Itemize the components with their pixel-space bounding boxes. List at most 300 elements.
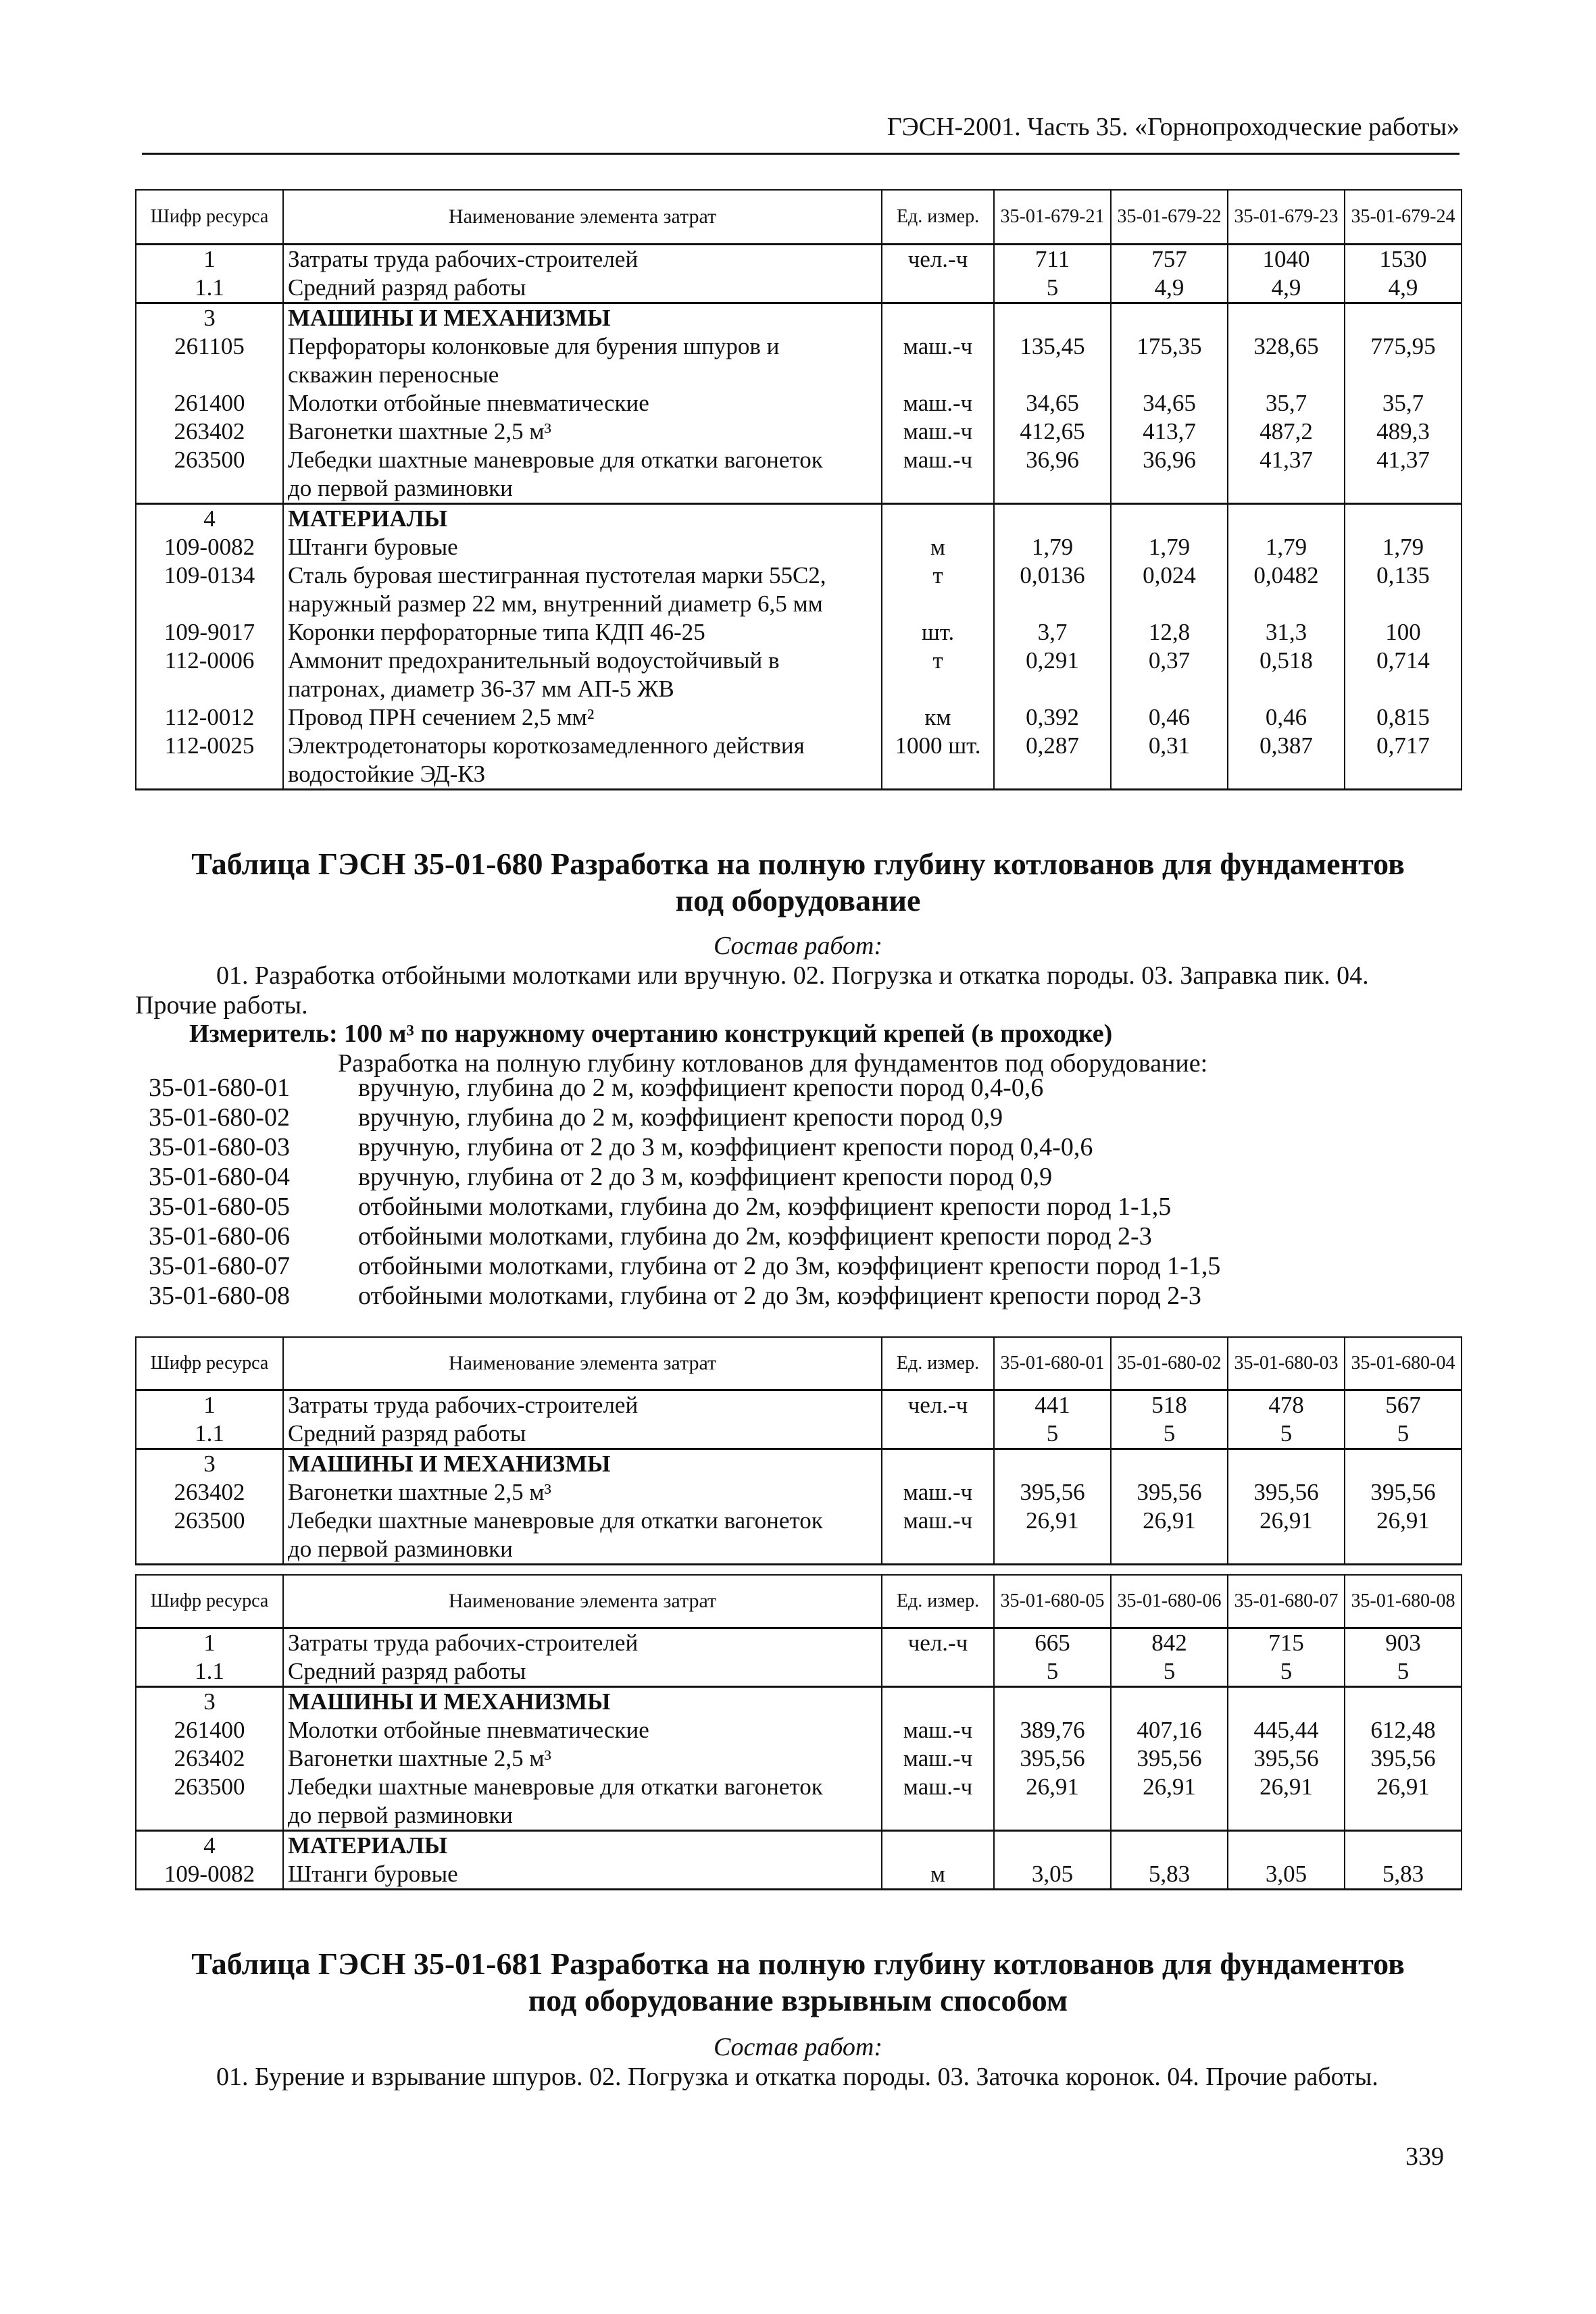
resource-value — [1111, 1535, 1228, 1565]
resource-value: 36,96 — [1111, 446, 1228, 474]
resource-value — [1111, 1801, 1228, 1831]
section-title-680 — [135, 846, 1461, 919]
resource-unit: чел.-ч — [882, 1628, 994, 1657]
resource-value: 711 — [994, 244, 1111, 274]
col-header-norm: 35-01-680-08 — [1345, 1575, 1462, 1628]
resource-unit — [882, 1419, 994, 1449]
resource-value — [1345, 303, 1462, 332]
resource-value: 0,717 — [1345, 732, 1462, 760]
resource-name: МАТЕРИАЛЫ — [283, 503, 882, 533]
resource-value: 413,7 — [1111, 418, 1228, 446]
resource-value — [1111, 303, 1228, 332]
resource-value: 5,83 — [1111, 1860, 1228, 1890]
resource-value: 487,2 — [1228, 418, 1345, 446]
col-header-norm: 35-01-680-01 — [994, 1337, 1111, 1390]
resource-value: 26,91 — [1228, 1773, 1345, 1801]
norm-code-item — [149, 1222, 1220, 1251]
resource-name: Сталь буровая шестигранная пустотелая марки 55С2, — [283, 561, 882, 590]
resource-unit: маш.-ч — [882, 1507, 994, 1535]
norm-description: отбойными молотками, глубина от 2 до 3м, коэффициент крепости пород 2-3 — [358, 1282, 1201, 1310]
resource-value — [1345, 675, 1462, 703]
resource-name: до первой разминовки — [283, 1801, 882, 1831]
table-row — [136, 533, 1462, 561]
resource-value: 842 — [1111, 1628, 1228, 1657]
resource-value: 0,287 — [994, 732, 1111, 760]
resource-value: 395,56 — [994, 1744, 1111, 1773]
resource-code: 1.1 — [136, 274, 283, 303]
table-row — [136, 1744, 1462, 1773]
resource-name: Вагонетки шахтные 2,5 м³ — [283, 418, 882, 446]
resource-value — [1345, 361, 1462, 389]
resource-unit — [882, 675, 994, 703]
resource-value: 5 — [1228, 1657, 1345, 1687]
resource-value: 26,91 — [1111, 1773, 1228, 1801]
resource-unit — [882, 503, 994, 533]
resource-value: 407,16 — [1111, 1716, 1228, 1744]
resource-value — [994, 503, 1111, 533]
resource-value: 489,3 — [1345, 418, 1462, 446]
resource-value: 5 — [1228, 1419, 1345, 1449]
col-header-name: Наименование элемента затрат — [283, 190, 882, 244]
resource-code: 3 — [136, 1449, 283, 1478]
work-composition-text — [135, 961, 1461, 1020]
resource-code: 1 — [136, 1628, 283, 1657]
table-row — [136, 1419, 1462, 1449]
resource-name: МАШИНЫ И МЕХАНИЗМЫ — [283, 303, 882, 332]
resource-value — [994, 760, 1111, 790]
col-header-code: Шифр ресурса — [136, 190, 283, 244]
table-row — [136, 1801, 1462, 1831]
resource-value: 26,91 — [1111, 1507, 1228, 1535]
resource-value — [994, 590, 1111, 618]
resource-unit: м — [882, 1860, 994, 1890]
table-row — [136, 1860, 1462, 1890]
resource-code: 112-0006 — [136, 647, 283, 675]
resource-value — [1345, 760, 1462, 790]
table-row — [136, 1686, 1462, 1716]
resource-value: 0,387 — [1228, 732, 1345, 760]
resource-value — [994, 1830, 1111, 1860]
resource-value — [1228, 503, 1345, 533]
resource-value: 612,48 — [1345, 1716, 1462, 1744]
page-number: 339 — [1405, 2142, 1444, 2171]
resource-value — [1228, 361, 1345, 389]
resource-value — [1228, 1686, 1345, 1716]
resource-value — [1111, 760, 1228, 790]
table-row — [136, 1830, 1462, 1860]
resource-value: 0,815 — [1345, 703, 1462, 732]
resource-name: Затраты труда рабочих-строителей — [283, 1628, 882, 1657]
resource-value: 0,291 — [994, 647, 1111, 675]
resource-value — [994, 1801, 1111, 1831]
table-row — [136, 618, 1462, 647]
table-row — [136, 1478, 1462, 1507]
resource-value — [1228, 1449, 1345, 1478]
table-row — [136, 274, 1462, 303]
resource-unit — [882, 1686, 994, 1716]
resource-value — [994, 1535, 1111, 1565]
resource-value: 775,95 — [1345, 332, 1462, 361]
resource-code — [136, 590, 283, 618]
norm-code: 35-01-680-01 — [149, 1074, 290, 1102]
resource-name: МАТЕРИАЛЫ — [283, 1830, 882, 1860]
composition-line: Прочие работы. — [135, 991, 308, 1020]
resource-value — [1228, 1801, 1345, 1831]
resource-unit: маш.-ч — [882, 418, 994, 446]
resource-name: Штанги буровые — [283, 533, 882, 561]
norm-description: вручную, глубина до 2 м, коэффициент крепости пород 0,4-0,6 — [358, 1074, 1044, 1102]
norm-code-item — [149, 1132, 1220, 1162]
title-line: под оборудование взрывным способом — [528, 1983, 1068, 2017]
resource-value — [1345, 474, 1462, 504]
resource-name: Коронки перфораторные типа КДП 46-25 — [283, 618, 882, 647]
resource-code: 1.1 — [136, 1419, 283, 1449]
resource-value — [994, 1449, 1111, 1478]
col-header-norm: 35-01-680-03 — [1228, 1337, 1345, 1390]
resource-unit: т — [882, 561, 994, 590]
resource-value: 478 — [1228, 1390, 1345, 1419]
resource-unit: маш.-ч — [882, 1478, 994, 1507]
resource-unit — [882, 1657, 994, 1687]
table-row — [136, 1449, 1462, 1478]
resource-name: Затраты труда рабочих-строителей — [283, 1390, 882, 1419]
table-row — [136, 675, 1462, 703]
table-row — [136, 561, 1462, 590]
resource-unit — [882, 274, 994, 303]
resource-value: 5 — [1111, 1419, 1228, 1449]
table-row — [136, 590, 1462, 618]
resource-code: 3 — [136, 303, 283, 332]
resource-value — [994, 303, 1111, 332]
resource-value: 757 — [1111, 244, 1228, 274]
col-header-code: Шифр ресурса — [136, 1575, 283, 1628]
resource-value: 0,0482 — [1228, 561, 1345, 590]
resource-value: 3,05 — [994, 1860, 1111, 1890]
resource-code: 261400 — [136, 389, 283, 418]
resource-value: 1530 — [1345, 244, 1462, 274]
table-row — [136, 446, 1462, 474]
resource-value: 412,65 — [994, 418, 1111, 446]
norm-code: 35-01-680-06 — [149, 1222, 290, 1251]
resource-value — [1345, 1449, 1462, 1478]
resource-value — [994, 361, 1111, 389]
resource-unit: шт. — [882, 618, 994, 647]
measure-unit: Измеритель: 100 м³ по наружному очертанию конструкций крепей (в проходке) — [189, 1020, 1113, 1048]
resource-name: Перфораторы колонковые для бурения шпуров и — [283, 332, 882, 361]
col-header-norm: 35-01-680-07 — [1228, 1575, 1345, 1628]
resource-unit — [882, 1830, 994, 1860]
resource-value: 175,35 — [1111, 332, 1228, 361]
resource-value: 5 — [1345, 1419, 1462, 1449]
norm-code-item — [149, 1192, 1220, 1222]
resource-name: МАШИНЫ И МЕХАНИЗМЫ — [283, 1449, 882, 1478]
resource-value: 26,91 — [994, 1773, 1111, 1801]
resource-code: 112-0012 — [136, 703, 283, 732]
resource-name: до первой разминовки — [283, 474, 882, 504]
title-line: Таблица ГЭСН 35-01-680 Разработка на полную глубину котлованов для фундаментов — [191, 847, 1405, 881]
resource-value: 41,37 — [1228, 446, 1345, 474]
col-header-unit: Ед. измер. — [882, 1337, 994, 1390]
resource-value: 3,05 — [1228, 1860, 1345, 1890]
resource-value: 0,0136 — [994, 561, 1111, 590]
resource-value: 0,024 — [1111, 561, 1228, 590]
resource-code: 1.1 — [136, 1657, 283, 1687]
resource-code: 263402 — [136, 1478, 283, 1507]
resource-value: 0,392 — [994, 703, 1111, 732]
resource-value: 34,65 — [1111, 389, 1228, 418]
norm-code-list — [149, 1073, 1220, 1311]
resource-value: 1,79 — [1111, 533, 1228, 561]
table-row — [136, 1390, 1462, 1419]
resource-value: 0,31 — [1111, 732, 1228, 760]
resource-unit — [882, 474, 994, 504]
resource-code: 3 — [136, 1686, 283, 1716]
resource-name: Молотки отбойные пневматические — [283, 1716, 882, 1744]
resource-value: 5 — [994, 274, 1111, 303]
resource-code — [136, 1801, 283, 1831]
col-header-norm: 35-01-679-22 — [1111, 190, 1228, 244]
table-row — [136, 474, 1462, 504]
resource-value: 395,56 — [1111, 1744, 1228, 1773]
resource-code: 109-0082 — [136, 533, 283, 561]
table-row — [136, 361, 1462, 389]
resource-value — [1111, 503, 1228, 533]
resource-unit — [882, 760, 994, 790]
resource-code: 4 — [136, 503, 283, 533]
resource-code: 263402 — [136, 1744, 283, 1773]
norm-code-item — [149, 1251, 1220, 1281]
table-row — [136, 647, 1462, 675]
table-row — [136, 303, 1462, 332]
resource-name: Вагонетки шахтные 2,5 м³ — [283, 1744, 882, 1773]
resource-name: Средний разряд работы — [283, 1657, 882, 1687]
resource-value: 35,7 — [1228, 389, 1345, 418]
resource-value: 0,518 — [1228, 647, 1345, 675]
norm-description: отбойными молотками, глубина до 2м, коэффициент крепости пород 1-1,5 — [358, 1192, 1172, 1221]
col-header-name: Наименование элемента затрат — [283, 1575, 882, 1628]
work-composition-label: Состав работ: — [713, 932, 883, 960]
norm-code: 35-01-680-08 — [149, 1282, 290, 1310]
work-composition-text — [135, 2062, 1461, 2092]
resource-value: 5,83 — [1345, 1860, 1462, 1890]
resource-value: 395,56 — [1111, 1478, 1228, 1507]
resource-value: 445,44 — [1228, 1716, 1345, 1744]
resource-value: 0,46 — [1111, 703, 1228, 732]
resource-value: 665 — [994, 1628, 1111, 1657]
resource-code: 263500 — [136, 446, 283, 474]
resource-name: Штанги буровые — [283, 1860, 882, 1890]
resource-table-680-a — [135, 1336, 1462, 1565]
col-header-unit: Ед. измер. — [882, 1575, 994, 1628]
resource-code: 4 — [136, 1830, 283, 1860]
resource-value: 395,56 — [994, 1478, 1111, 1507]
resource-code: 263500 — [136, 1773, 283, 1801]
resource-unit — [882, 1449, 994, 1478]
norm-code-item — [149, 1162, 1220, 1192]
resource-name: Средний разряд работы — [283, 1419, 882, 1449]
resource-unit: маш.-ч — [882, 1773, 994, 1801]
norm-description: вручную, глубина от 2 до 3 м, коэффициент крепости пород 0,4-0,6 — [358, 1133, 1093, 1161]
resource-code: 263500 — [136, 1507, 283, 1535]
resource-unit: 1000 шт. — [882, 732, 994, 760]
table-row — [136, 332, 1462, 361]
resource-name: Средний разряд работы — [283, 274, 882, 303]
resource-unit: чел.-ч — [882, 244, 994, 274]
resource-code — [136, 361, 283, 389]
norm-code: 35-01-680-02 — [149, 1103, 290, 1132]
resource-unit: маш.-ч — [882, 389, 994, 418]
resource-value: 26,91 — [1345, 1773, 1462, 1801]
page-header — [142, 114, 1460, 155]
resource-code: 1 — [136, 244, 283, 274]
resource-value — [1345, 503, 1462, 533]
resource-unit: маш.-ч — [882, 332, 994, 361]
resource-unit: м — [882, 533, 994, 561]
resource-value: 389,76 — [994, 1716, 1111, 1744]
resource-unit: маш.-ч — [882, 446, 994, 474]
resource-value: 0,46 — [1228, 703, 1345, 732]
table-row — [136, 1507, 1462, 1535]
resource-unit: маш.-ч — [882, 1716, 994, 1744]
resource-value — [1111, 474, 1228, 504]
resource-code: 261400 — [136, 1716, 283, 1744]
norm-description: вручную, глубина до 2 м, коэффициент крепости пород 0,9 — [358, 1103, 1003, 1132]
resource-name: Лебедки шахтные маневровые для откатки вагонеток — [283, 1773, 882, 1801]
resource-unit — [882, 1535, 994, 1565]
norm-code-item — [149, 1073, 1220, 1103]
resource-value: 328,65 — [1228, 332, 1345, 361]
norm-code-item — [149, 1103, 1220, 1132]
resource-value: 36,96 — [994, 446, 1111, 474]
resource-value — [1228, 1535, 1345, 1565]
norm-code: 35-01-680-07 — [149, 1252, 290, 1280]
norm-description: вручную, глубина от 2 до 3 м, коэффициент крепости пород 0,9 — [358, 1163, 1053, 1191]
resource-value — [994, 474, 1111, 504]
col-header-norm: 35-01-679-24 — [1345, 190, 1462, 244]
table-row — [136, 244, 1462, 274]
table-row — [136, 732, 1462, 760]
resource-name: водостойкие ЭД-КЗ — [283, 760, 882, 790]
resource-value: 395,56 — [1228, 1744, 1345, 1773]
running-title: ГЭСН-2001. Часть 35. «Горнопроходческие работы» — [887, 113, 1460, 141]
resource-name: скважин переносные — [283, 361, 882, 389]
table-row — [136, 1535, 1462, 1565]
resource-value — [1228, 675, 1345, 703]
resource-code: 263402 — [136, 418, 283, 446]
norms-intro: Разработка на полную глубину котлованов для фундаментов под оборудование: — [338, 1049, 1208, 1078]
resource-value — [1111, 1830, 1228, 1860]
table-row — [136, 760, 1462, 790]
resource-name: Вагонетки шахтные 2,5 м³ — [283, 1478, 882, 1507]
resource-code — [136, 474, 283, 504]
resource-value — [1111, 1449, 1228, 1478]
resource-value: 1,79 — [994, 533, 1111, 561]
resource-name: МАШИНЫ И МЕХАНИЗМЫ — [283, 1686, 882, 1716]
resource-name: Лебедки шахтные маневровые для откатки вагонеток — [283, 1507, 882, 1535]
resource-value: 5 — [1111, 1657, 1228, 1687]
resource-value: 1,79 — [1228, 533, 1345, 561]
resource-value: 395,56 — [1228, 1478, 1345, 1507]
norm-code: 35-01-680-03 — [149, 1133, 290, 1161]
resource-value: 26,91 — [1228, 1507, 1345, 1535]
composition-line: 01. Разработка отбойными молотками или вручную. 02. Погрузка и откатка породы. 03. Заправка пик. 04. — [216, 961, 1369, 990]
resource-value — [1345, 1801, 1462, 1831]
resource-unit — [882, 361, 994, 389]
norm-code: 35-01-680-05 — [149, 1192, 290, 1221]
resource-value: 34,65 — [994, 389, 1111, 418]
col-header-unit: Ед. измер. — [882, 190, 994, 244]
composition-line: 01. Бурение и взрывание шпуров. 02. Погрузка и откатка породы. 03. Заточка коронок. 04. Прочие работы. — [216, 2063, 1378, 2091]
col-header-name: Наименование элемента затрат — [283, 1337, 882, 1390]
resource-value — [1228, 1830, 1345, 1860]
resource-value: 4,9 — [1111, 274, 1228, 303]
resource-table-680-b — [135, 1574, 1462, 1890]
resource-unit: маш.-ч — [882, 1744, 994, 1773]
resource-value: 26,91 — [994, 1507, 1111, 1535]
resource-value — [1345, 590, 1462, 618]
resource-value — [1111, 1686, 1228, 1716]
resource-value: 395,56 — [1345, 1744, 1462, 1773]
resource-value: 4,9 — [1228, 274, 1345, 303]
resource-code — [136, 675, 283, 703]
resource-unit: чел.-ч — [882, 1390, 994, 1419]
resource-value — [1345, 1830, 1462, 1860]
resource-value: 715 — [1228, 1628, 1345, 1657]
resource-unit: км — [882, 703, 994, 732]
resource-code: 261105 — [136, 332, 283, 361]
resource-value: 35,7 — [1345, 389, 1462, 418]
norm-description: отбойными молотками, глубина до 2м, коэффициент крепости пород 2-3 — [358, 1222, 1152, 1251]
resource-value: 12,8 — [1111, 618, 1228, 647]
resource-value — [1228, 590, 1345, 618]
resource-unit: т — [882, 647, 994, 675]
resource-value: 5 — [994, 1419, 1111, 1449]
resource-code: 109-0134 — [136, 561, 283, 590]
resource-code: 109-9017 — [136, 618, 283, 647]
resource-name: Аммонит предохранительный водоустойчивый в — [283, 647, 882, 675]
resource-value: 5 — [994, 1657, 1111, 1687]
resource-value: 0,37 — [1111, 647, 1228, 675]
resource-name: Затраты труда рабочих-строителей — [283, 244, 882, 274]
resource-value: 4,9 — [1345, 274, 1462, 303]
resource-value: 518 — [1111, 1390, 1228, 1419]
table-row — [136, 389, 1462, 418]
resource-value: 26,91 — [1345, 1507, 1462, 1535]
title-line: под оборудование — [675, 883, 921, 917]
resource-value — [1111, 590, 1228, 618]
resource-value: 567 — [1345, 1390, 1462, 1419]
resource-value: 31,3 — [1228, 618, 1345, 647]
resource-value: 5 — [1345, 1657, 1462, 1687]
resource-name: патронах, диаметр 36-37 мм АП-5 ЖВ — [283, 675, 882, 703]
col-header-code: Шифр ресурса — [136, 1337, 283, 1390]
resource-value — [1345, 1686, 1462, 1716]
resource-code — [136, 760, 283, 790]
resource-value: 441 — [994, 1390, 1111, 1419]
resource-unit — [882, 1801, 994, 1831]
resource-name: Электродетонаторы короткозамедленного действия — [283, 732, 882, 760]
col-header-norm: 35-01-680-02 — [1111, 1337, 1228, 1390]
resource-value: 41,37 — [1345, 446, 1462, 474]
table-row — [136, 1657, 1462, 1687]
resource-name: Молотки отбойные пневматические — [283, 389, 882, 418]
resource-value — [1345, 1535, 1462, 1565]
resource-value — [1111, 675, 1228, 703]
resource-value — [1228, 303, 1345, 332]
resource-value: 135,45 — [994, 332, 1111, 361]
resource-value: 0,135 — [1345, 561, 1462, 590]
resource-value — [994, 675, 1111, 703]
